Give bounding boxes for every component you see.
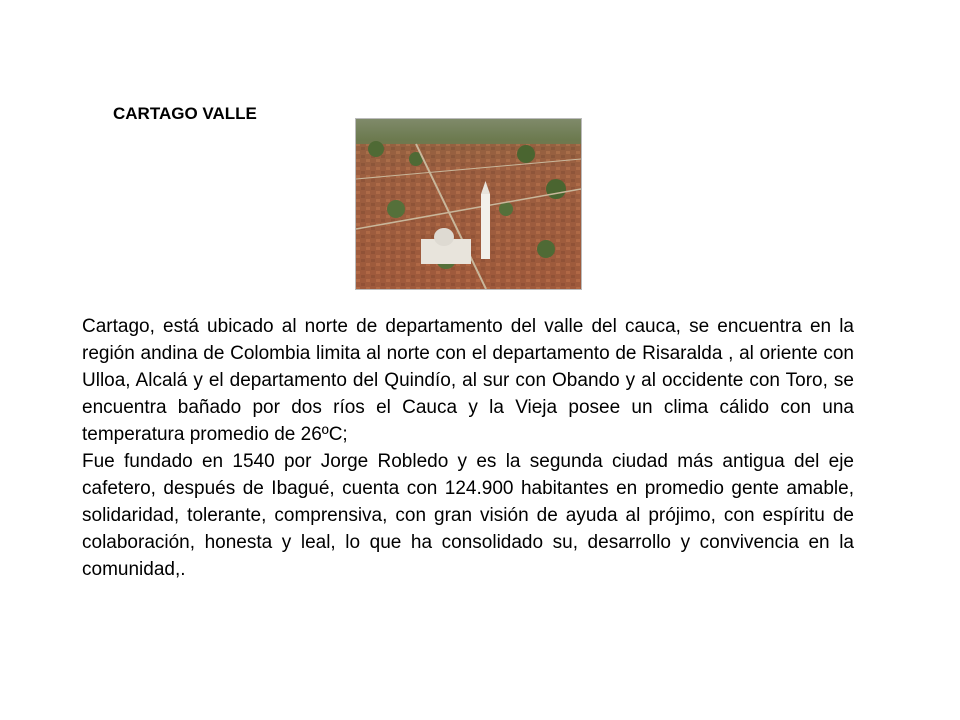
paragraph-2: Fue fundado en 1540 por Jorge Robledo y es la segunda ciudad más antigua del eje cafetero, después de Ibagué, cuenta con 124.900 habitantes en promedio gente amable, solidaridad, tolerante, comprensiva, con gran visión de ayuda al prójimo, con espíritu de colaboración, honesta y leal, lo que ha consolidado su, desarrollo y convivencia en la comunidad,. [82,451,854,580]
city-aerial-photo [355,118,582,290]
document-title: CARTAGO VALLE [113,104,257,123]
paragraph-1: Cartago, está ubicado al norte de departamento del valle del cauca, se encuentra en la región andina de Colombia limita al norte con el departamento de Risaralda , al oriente con Ulloa, Alcalá y el departamento del Quindío, al sur con Obando y al occidente con Toro, se encuentra bañado por dos ríos el Cauca y la Vieja posee un clima cálido con una temperatura promedio de 26ºC; [82,316,854,445]
body-text [82,313,854,583]
